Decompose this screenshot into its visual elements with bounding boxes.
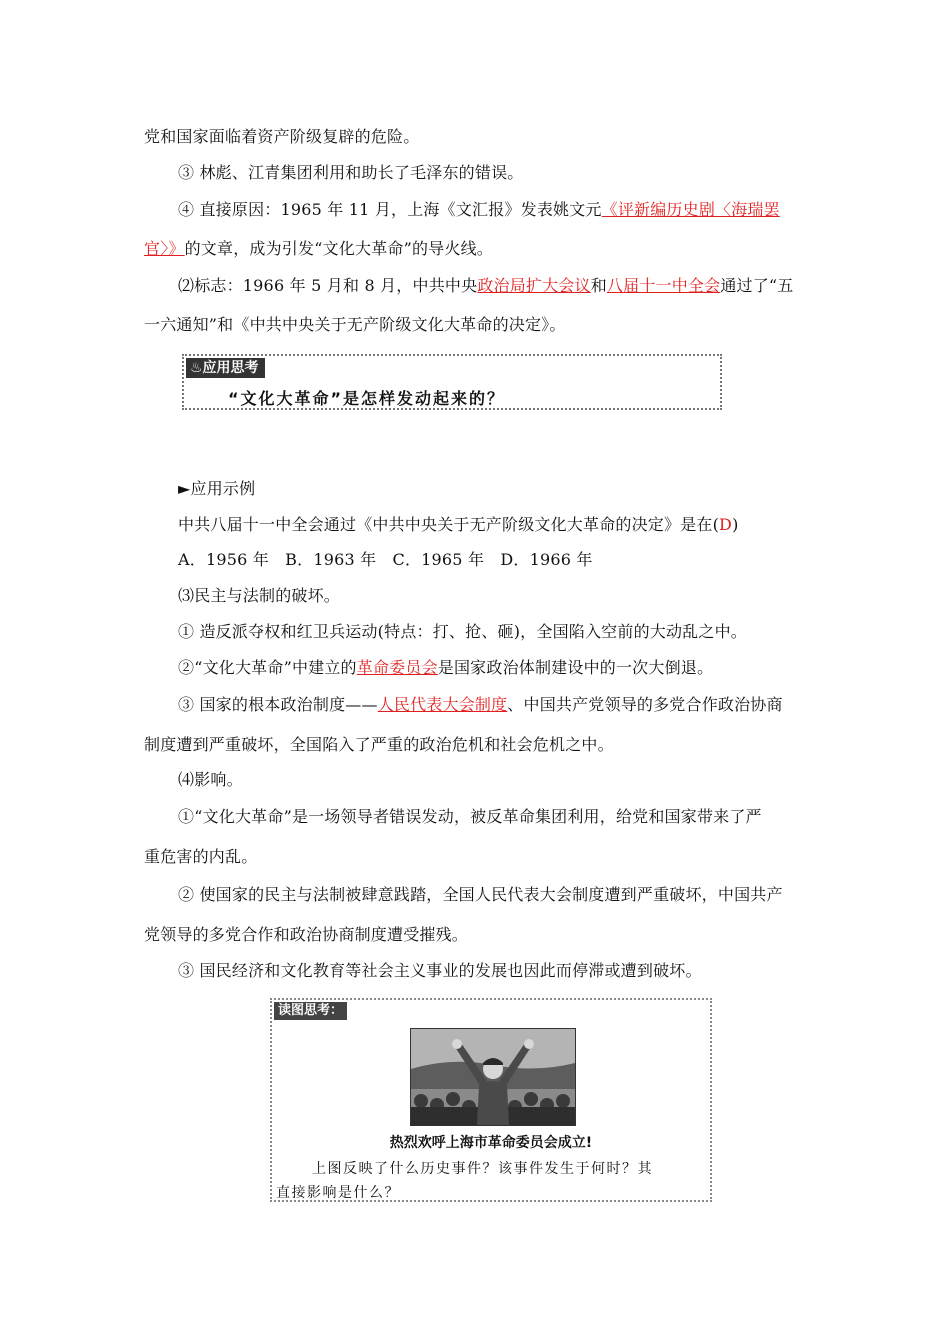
text-line: ② 使国家的民主与法制被肆意践踏，全国人民代表大会制度遭到严重破坏，中国共产 — [178, 885, 783, 904]
text-span: 、中国共产党领导的多党合作政治协商 — [507, 695, 783, 714]
answer-letter: D — [719, 515, 733, 534]
text-line: 党领导的多党合作和政治协商制度遭受摧残。 — [144, 925, 469, 944]
text-span: 的文章，成为引发“文化大革命”的导火线。 — [184, 239, 493, 258]
text-span: ) — [732, 515, 739, 534]
text-span: ⑵标志：1966 年 5 月和 8 月，中共中央 — [178, 276, 478, 295]
box-label: 读图思考： — [274, 1002, 347, 1020]
answer-options: A．1956 年 B．1963 年 C．1965 年 D．1966 年 — [178, 550, 593, 569]
text-line: ③ 国民经济和文化教育等社会主义事业的发展也因此而停滞或遭到破坏。 — [178, 961, 702, 980]
application-thinking-box — [182, 354, 722, 410]
text-span: ④ 直接原因：1965 年 11 月，上海《文汇报》发表姚文元 — [178, 200, 602, 219]
text-line: ①“文化大革命”是一场领导者错误发动，被反革命集团利用，给党和国家带来了严 — [178, 807, 762, 826]
box-label: ♨应用思考 — [186, 358, 265, 378]
poster-illustration — [411, 1029, 575, 1125]
text-span: 中共八届十一中全会通过《中共中央关于无产阶级文化大革命的决定》是在( — [178, 515, 720, 534]
text-span: ③ 国家的根本政治制度—— — [178, 695, 378, 714]
text-line: 一六通知”和《中共中央关于无产阶级文化大革命的决定》。 — [144, 315, 566, 334]
text-line: 重危害的内乱。 — [144, 847, 258, 866]
text-line — [178, 199, 780, 221]
text-line: ⑷影响。 — [178, 770, 243, 789]
highlight-term: 政治局扩大会议 — [477, 276, 591, 295]
highlight-term: 人民代表大会制度 — [377, 695, 508, 714]
text-span: 和 — [590, 276, 607, 295]
text-span: 是国家政治体制建设中的一次大倒退。 — [437, 658, 714, 677]
text-line: ① 造反派夺权和红卫兵运动(特点：打、抢、砸)，全国陷入空前的大动乱之中。 — [178, 622, 747, 641]
read-picture-box — [270, 998, 712, 1202]
text-line — [178, 275, 794, 297]
text-line — [178, 694, 783, 716]
question-stem — [178, 514, 739, 536]
propaganda-poster-image — [410, 1028, 576, 1126]
text-line — [178, 657, 713, 679]
box-question: “文化大革命”是怎样发动起来的？ — [228, 389, 506, 408]
highlight-term: 革命委员会 — [356, 658, 438, 677]
text-span: ②“文化大革命”中建立的 — [178, 658, 357, 677]
section-heading: ►应用示例 — [178, 479, 256, 498]
text-line — [144, 238, 493, 260]
text-line: 制度遭到严重破坏，全国陷入了严重的政治危机和社会危机之中。 — [144, 735, 614, 754]
highlight-term: 八届十一中全会 — [606, 276, 721, 295]
text-span: 通过了“五 — [720, 276, 794, 295]
box-question-line: 上图反映了什么历史事件？该事件发生于何时？其 — [312, 1161, 653, 1177]
text-line: ⑶民主与法制的破坏。 — [178, 586, 341, 605]
poster-caption: 热烈欢呼上海市革命委员会成立! — [389, 1135, 593, 1151]
box-question-line: 直接影响是什么？ — [276, 1185, 400, 1201]
text-line: ③ 林彪、江青集团利用和助长了毛泽东的错误。 — [178, 163, 524, 182]
text-line: 党和国家面临着资产阶级复辟的危险。 — [144, 127, 420, 146]
highlight-term: 官〉》 — [144, 239, 185, 258]
highlight-term: 《评新编历史剧〈海瑞罢 — [601, 200, 780, 219]
